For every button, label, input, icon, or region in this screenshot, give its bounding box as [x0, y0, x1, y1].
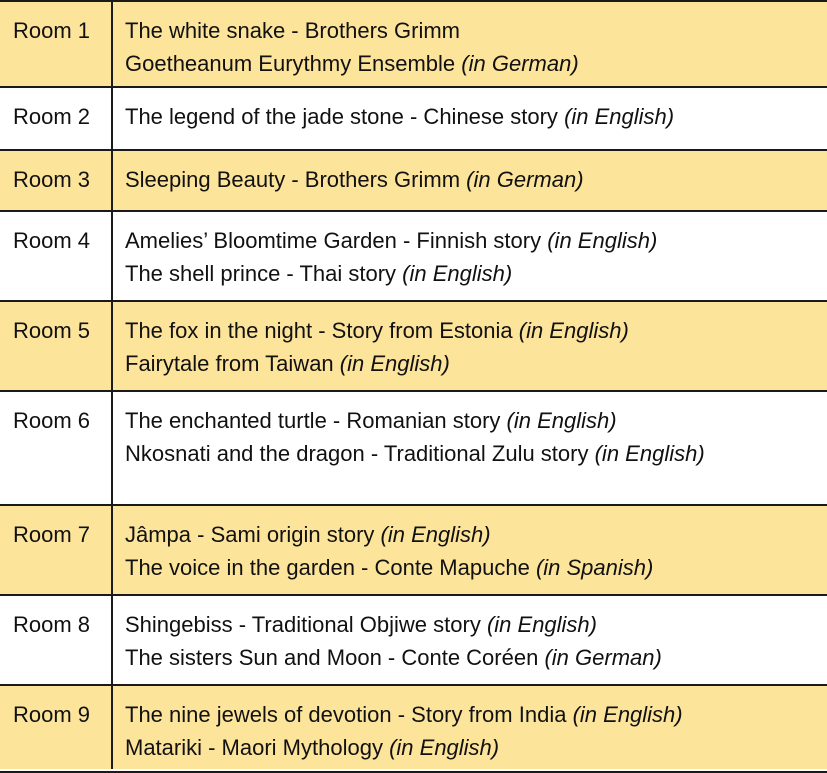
- story-title: Matariki - Maori Mythology: [125, 735, 383, 760]
- story-language: (in German): [544, 645, 662, 670]
- story-title: The nine jewels of devotion - Story from India: [125, 702, 567, 727]
- story-list: [113, 596, 827, 684]
- table-row-room-1: [0, 2, 827, 88]
- story-title: Nkosnati and the dragon - Traditional Zulu story: [125, 441, 589, 466]
- story-title: Fairytale from Taiwan: [125, 351, 334, 376]
- story-entry: [125, 641, 827, 674]
- story-title: Amelies’ Bloomtime Garden - Finnish story: [125, 228, 542, 253]
- story-language: (in English): [402, 261, 513, 286]
- story-title: The fox in the night - Story from Estonia: [125, 318, 513, 343]
- story-entry: [125, 100, 827, 133]
- story-language: (in German): [466, 167, 584, 192]
- story-title: The shell prince - Thai story: [125, 261, 397, 286]
- story-title: The white snake - Brothers Grimm: [125, 18, 460, 43]
- story-entry: [125, 518, 827, 551]
- story-language: (in English): [339, 351, 450, 376]
- story-entry: [125, 551, 827, 584]
- room-label: Room 1: [0, 2, 113, 86]
- story-title: Jâmpa - Sami origin story: [125, 522, 375, 547]
- story-language: (in English): [380, 522, 491, 547]
- table-row-room-2: [0, 88, 827, 151]
- story-language: (in English): [547, 228, 658, 253]
- room-label: Room 2: [0, 88, 113, 149]
- story-language: (in English): [506, 408, 617, 433]
- story-list: [113, 506, 827, 594]
- story-title: Goetheanum Eurythmy Ensemble: [125, 51, 456, 76]
- story-entry: [125, 698, 827, 731]
- story-entry: [125, 404, 827, 437]
- story-language: (in English): [518, 318, 629, 343]
- story-title: The enchanted turtle - Romanian story: [125, 408, 501, 433]
- story-title: The voice in the garden - Conte Mapuche: [125, 555, 530, 580]
- table-row-room-8: [0, 596, 827, 686]
- table-row-room-6: [0, 392, 827, 506]
- story-entry: [125, 437, 827, 470]
- room-label: Room 5: [0, 302, 113, 390]
- table-row-room-3: [0, 151, 827, 212]
- story-language: (in English): [594, 441, 705, 466]
- story-title: Shingebiss - Traditional Objiwe story: [125, 612, 481, 637]
- room-label: Room 4: [0, 212, 113, 300]
- room-label: Room 6: [0, 392, 113, 504]
- room-label: Room 7: [0, 506, 113, 594]
- story-list: [113, 88, 827, 149]
- story-language: (in German): [461, 51, 579, 76]
- room-label: Room 9: [0, 686, 113, 769]
- table-row-room-7: [0, 506, 827, 596]
- story-list: [113, 392, 827, 504]
- story-entry: [125, 608, 827, 641]
- story-entry: [125, 314, 827, 347]
- story-language: (in English): [486, 612, 597, 637]
- story-list: [113, 686, 827, 769]
- story-title: The legend of the jade stone - Chinese story: [125, 104, 558, 129]
- story-entry: [125, 163, 827, 196]
- story-title: The sisters Sun and Moon - Conte Coréen: [125, 645, 539, 670]
- story-entry: [125, 14, 827, 47]
- story-language: (in English): [389, 735, 500, 760]
- story-entry: [125, 731, 827, 764]
- story-entry: [125, 347, 827, 380]
- story-list: [113, 2, 827, 86]
- story-entry: [125, 224, 827, 257]
- table-row-room-4: [0, 212, 827, 302]
- story-language: (in Spanish): [535, 555, 654, 580]
- story-list: [113, 302, 827, 390]
- room-label: Room 3: [0, 151, 113, 210]
- story-list: [113, 151, 827, 210]
- story-language: (in English): [572, 702, 683, 727]
- story-language: (in English): [564, 104, 675, 129]
- table-row-room-5: [0, 302, 827, 392]
- story-title: Sleeping Beauty - Brothers Grimm: [125, 167, 461, 192]
- story-entry: [125, 257, 827, 290]
- table-row-room-9: [0, 686, 827, 769]
- story-entry: [125, 47, 827, 80]
- story-list: [113, 212, 827, 300]
- room-label: Room 8: [0, 596, 113, 684]
